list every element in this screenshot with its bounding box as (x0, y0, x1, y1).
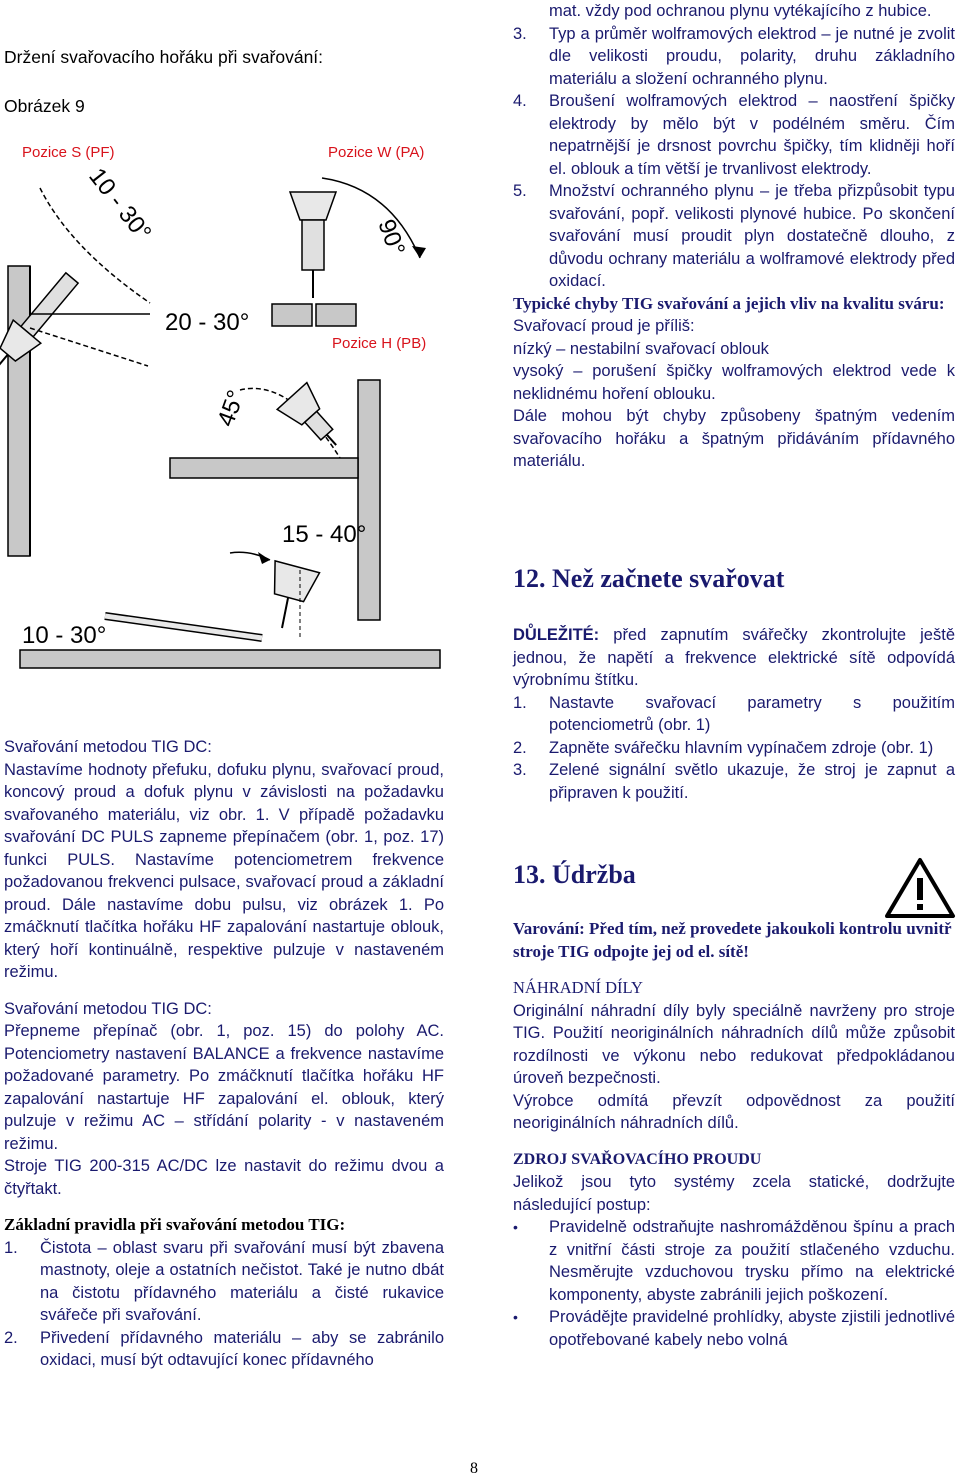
holding-title: Držení svařovacího hořáku při svařování: (4, 47, 324, 67)
steps-list (513, 692, 955, 805)
tig-dc-title: Svařování metodou TIG DC: (4, 738, 212, 756)
list-item: • Pravidelně odstraňujte nashromážděnou špínu a prach z vnitřní části stroje za použití stlačeného vzduchu. Nesměrujte vzduchovou trysku přímo na elektrické komponenty, abyste zabránili jejich poškození. (513, 1218, 955, 1304)
figure-label: Obrázek 9 (4, 96, 85, 116)
tig-ac-text2: Stroje TIG 200-315 AC/DC lze nastavit do režimu dvou a čtyřtakt. (4, 1157, 444, 1198)
maintenance-bullets (513, 1216, 955, 1351)
torch-h (277, 383, 351, 459)
source-text: Jelikož jsou tyto systémy zcela statické, dodržujte následující postup: (513, 1173, 955, 1214)
tig-ac-text: Přepneme přepínač (obr. 1, poz. 15) do polohy AC. Potenciometry nastavení BALANCE a frekvence nastavíme požadované parametry. Po zmáčknutí tlačítka hořáku HF zapalování nastartuje HF zapalování el. oblouk, který pulzuje v režimu AC – střídání polarity - v nastaveném režimu. (4, 1022, 444, 1153)
important-label: DŮLEŽITÉ: (513, 626, 600, 644)
angle-10-30-a: 10 - 30° (83, 163, 157, 247)
important-text: před zapnutím svářečky zkontrolujte ještě jednou, že napětí a frekvence elektrické sítě odpovídá výrobnímu štítku. (513, 626, 955, 689)
angle-90: 90° (372, 215, 411, 260)
section-13-title: 13. Údržba (513, 860, 636, 889)
warning-triangle-icon (884, 856, 956, 920)
warning-text: Varování: Před tím, než provedete jakoukoli kontrolu uvnitř stroje TIG odpojte jej od el. sítě! (513, 919, 952, 961)
section-12-title: 12. Než začnete svařovat (513, 564, 785, 593)
plate-h-vertical (358, 380, 380, 620)
parts-text: Originální náhradní díly byly speciálně navrženy pro stroje TIG. Použití neoriginálních náhradních dílů může způsobit rozdílnosti ve výkonu nebo redukovat předpokládanou úroveň bezpečnosti. (513, 1001, 955, 1087)
errors-intro: Svařovací proud je příliš: (513, 317, 695, 335)
list-item: 4. Broušení wolframových elektrod – naostření špičky elektrody by mělo být v podélném směru. Čím nepatrnější je drsnost povrchu špičky, tím klidněji hoří el. oblouk a tím větší je trvanlivost elektrody. (513, 92, 955, 178)
list-item: 1. Nastavte svařovací parametry s použitím potenciometrů (obr. 1) (513, 693, 955, 734)
list-item: 1. Čistota – oblast svaru při svařování musí být zbavena mastnoty, oleje a ostatních nečistot. Také je nutno dbát na čistotu přídavného materiálu a čisté rukavice svářeče při svařování. (4, 1238, 444, 1324)
angle-10-30-b: 10 - 30° (22, 622, 107, 649)
source-title: ZDROJ SVAŘOVACÍHO PROUDU (513, 1150, 762, 1168)
pos-w-label: Pozice W (PA) (328, 144, 425, 161)
list-item: 5. Množství ochranného plynu – je třeba přizpůsobit typu svařování, popř. velikosti plynové hubice. Po skončení svařování musí proudit plyn dostatečně dlouho, z důvodu ochrany materiálu a wolframové elektrody před oxidací. (513, 182, 955, 290)
errors-high: vysoký – porušení špičky wolframových elektrod vede k neklidnému hoření oblouku. (513, 362, 955, 403)
parts-text2: Výrobce odmítá převzít odpovědnost za použití neoriginálních náhradních dílů. (513, 1091, 955, 1132)
base-plate (20, 650, 440, 668)
errors-low: nízký – nestabilní svařovací oblouk (513, 339, 769, 358)
list-item: 3. Zelené signální světlo ukazuje, že stroj je zapnut a připraven k použití. (513, 761, 955, 802)
errors-title: Typické chyby TIG svařování a jejich vliv na kvalitu sváru: (513, 293, 945, 313)
important-note (513, 624, 955, 692)
angle-45: 45° (212, 386, 251, 431)
rules-list-right (513, 23, 955, 293)
angle-20-30: 20 - 30° (165, 309, 250, 336)
plate-vertical-s (8, 266, 30, 556)
torch-positions-figure (0, 128, 460, 688)
continued-text: mat. vždy pod ochranou plynu vytékajícího z hubice. (549, 2, 932, 20)
list-item: • Provádějte pravidelné prohlídky, abyste zjistili jednotlivé opotřebované kabely nebo volná (513, 1308, 955, 1349)
pos-h-label: Pozice H (PB) (332, 335, 427, 352)
list-item: 2. Přivedení přídavného materiálu – aby se zabránilo oxidaci, musí být odtavující konec přídavného (4, 1328, 444, 1369)
parts-title: NÁHRADNÍ DÍLY (513, 978, 643, 997)
plate-h-horizontal (170, 458, 358, 478)
rules-list-left (4, 1237, 444, 1372)
list-item: 3. Typ a průměr wolframových elektrod – je nutné je zvolit dle velikosti proudu, polarity, druhu základního materiálu a složení ochranného plynu. (513, 24, 955, 88)
tig-ac-title: Svařování metodou TIG DC: (4, 999, 212, 1018)
torch-w (290, 192, 336, 298)
page-number: 8 (470, 1460, 478, 1477)
plate-w-left (272, 304, 312, 326)
plate-w-right (316, 304, 356, 326)
rules-title: Základní pravidla při svařování metodou TIG: (4, 1215, 346, 1234)
pos-s-label: Pozice S (PF) (22, 144, 115, 161)
torch-flat (267, 561, 320, 628)
list-item: 2. Zapněte svářečku hlavním vypínačem zdroje (obr. 1) (513, 738, 934, 757)
tig-dc-text: Nastavíme hodnoty přefuku, dofuku plynu, svařovací proud, koncový proud a dofuk plynu v závislosti na požadavku svařovaného materiálu, viz obr. 1. V případě požadavku svařování DC PULS zapneme přepínačem (obr. 1, poz. 17) funkci PULS. Nastavíme potenciometrem frekvence požadovanou frekvenci pulsace, svařovací proud a základní proud. Dále nastavíme dobu pulsu, viz obrázek 1. Po zmáčknutí tlačítka hořáku HF zapalování nastartuje oblouk, který hoří kontinuálně, respektive pulzuje v nastaveném režimu. (4, 760, 444, 981)
errors-more: Dále mohou být chyby způsobeny špatným vedením svařovacího hořáku a špatným přidáváním přídavného materiálu. (513, 407, 955, 470)
angle-15-40: 15 - 40° (282, 521, 367, 548)
